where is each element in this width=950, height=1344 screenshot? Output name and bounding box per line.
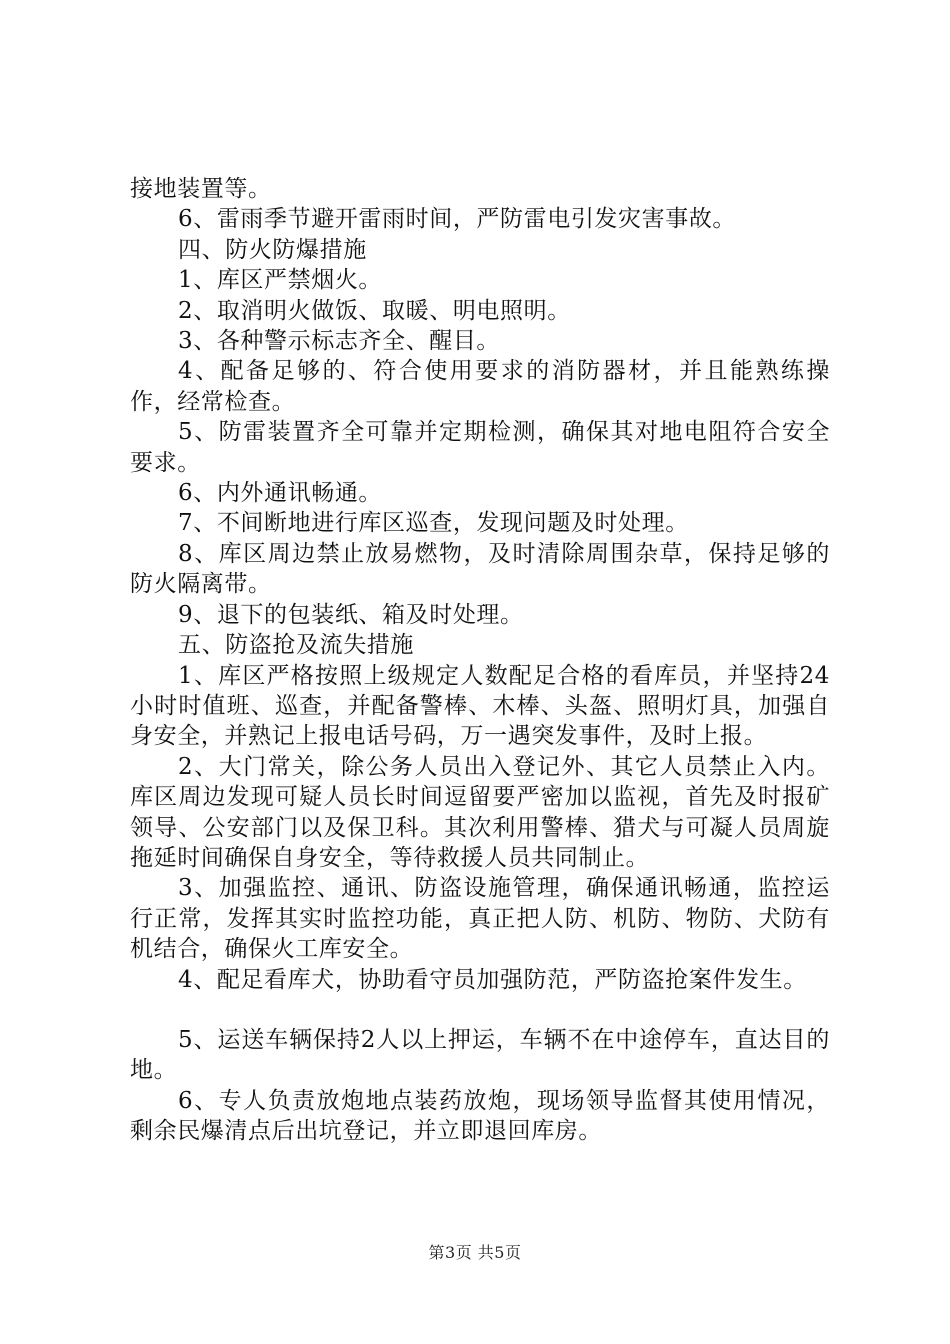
body-paragraph: 4、配备足够的、符合使用要求的消防器材，并且能熟练操作，经常检查。 bbox=[130, 358, 830, 415]
body-paragraph: 5、运送车辆保持2人以上押运，车辆不在中途停车，直达目的地。 bbox=[130, 1026, 830, 1084]
body-paragraph: 接地装置等。 bbox=[130, 176, 272, 202]
body-paragraph: 6、雷雨季节避开雷雨时间，严防雷电引发灾害事故。 bbox=[178, 206, 737, 233]
body-paragraph: 4、配足看库犬，协助看守员加强防范，严防盗抢案件发生。 bbox=[178, 966, 807, 993]
body-paragraph: 8、库区周边禁止放易燃物，及时清除周围杂草，保持足够的防火隔离带。 bbox=[130, 540, 830, 598]
page-number-footer: 第3页 共5页 bbox=[428, 1243, 522, 1262]
body-paragraph: 3、各种警示标志齐全、醒目。 bbox=[178, 328, 501, 355]
body-paragraph: 1、库区严格按照上级规定人数配足合格的看库员，并坚持24小时时值班、巡查，并配备警棒、木棒、头盔、照明灯具，加强自身安全，并熟记上报电话号码，万一遇突发事件，及时上报。 bbox=[130, 662, 830, 750]
body-paragraph: 7、不间断地进行库区巡查，发现问题及时处理。 bbox=[178, 510, 689, 537]
body-paragraph: 3、加强监控、通讯、防盗设施管理，确保通讯畅通，监控运行正常，发挥其实时监控功能，真正把人防、机防、物防、犬防有机结合，确保火工库安全。 bbox=[130, 875, 830, 963]
body-paragraph: 1、库区严禁烟火。 bbox=[178, 267, 383, 294]
section-heading: 五、防盗抢及流失措施 bbox=[178, 632, 414, 659]
body-paragraph: 2、大门常关，除公务人员出入登记外、其它人员禁止入内。库区周边发现可疑人员长时间逗留要严密加以监视，首先及时报矿领导、公安部门以及保卫科。其次利用警棒、猎犬与可凝人员周旋拖延时间确保自身安全，等待救援人员共同制止。 bbox=[130, 753, 830, 871]
section-heading: 四、防火防爆措施 bbox=[178, 236, 367, 263]
body-paragraph: 5、防雷装置齐全可靠并定期检测，确保其对地电阻符合安全要求。 bbox=[130, 419, 830, 476]
body-paragraph: 6、内外通讯畅通。 bbox=[178, 480, 383, 507]
document-body bbox=[130, 174, 830, 1147]
body-paragraph: 2、取消明火做饭、取暖、明电照明。 bbox=[178, 297, 571, 324]
body-paragraph: 9、退下的包装纸、箱及时处理。 bbox=[178, 601, 524, 628]
body-paragraph: 6、专人负责放炮地点装药放炮，现场领导监督其使用情况，剩余民爆清点后出坑登记，并立即退回库房。 bbox=[130, 1087, 830, 1145]
